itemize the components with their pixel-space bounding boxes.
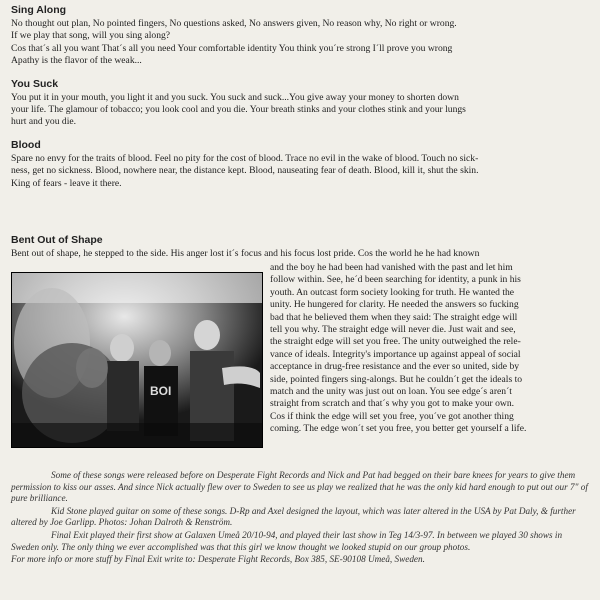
- song-title: Blood: [11, 138, 41, 151]
- lyric-line: the straight edge will set you free. The unity outweighed the rele-: [270, 336, 521, 348]
- lyric-line: Spare no envy for the traits of blood. Feel no pity for the cost of blood. Trace no evil in the wake of blood. Touch no sick-: [11, 152, 479, 164]
- lyric-line: Bent out of shape, he stepped to the side. His anger lost it´s focus and his focus lost pride. Cos the world he he had known: [11, 248, 480, 259]
- lyric-line: You put it in your mouth, you light it and you suck. You suck and suck...You give away your money to shorten down: [11, 91, 459, 103]
- lyrics-page: [11, 4, 593, 200]
- lyric-line: bad that he believed them when they said: The straight edge will: [270, 311, 518, 323]
- lyric-line: straight from scratch and that´s why you got to make your own.: [270, 398, 515, 410]
- song-blood: [11, 139, 593, 190]
- liner-notes-credits: [11, 470, 591, 567]
- lyric-line: tell you why. The straight edge will never die. Just wait and see,: [270, 324, 516, 336]
- song-title: You Suck: [11, 77, 59, 90]
- lyric-line: Cos that´s all you want That´s all you need Your comfortable identity You think you´re strong I´ll prove you wrong: [11, 42, 453, 54]
- song-title: Sing Along: [11, 4, 67, 16]
- lyric-line: acceptance in drug-free resistance and the ever so united, side by: [270, 361, 520, 373]
- lyric-line: vance of ideals. Integrity's importance up against appeal of social: [270, 348, 521, 360]
- shirt-lettering: BOI: [150, 384, 172, 398]
- contact-info: For more info or more stuff by Final Exit write to: Desperate Fight Records, Box 385, SE-90108 Umeå, Sweden.: [11, 554, 425, 565]
- lyric-line: your life. The glamour of tobacco; you look cool and you die. Your breath stinks and your clothes stink and your lungs: [11, 104, 466, 116]
- band-live-photo: [11, 272, 263, 448]
- song-sing-along: [11, 4, 593, 68]
- lyric-line: side, pointed fingers sing-alongs. But he couldn´t get the ideals to: [270, 373, 523, 385]
- song-title: Bent Out of Shape: [11, 234, 103, 246]
- lyric-line: Cos if think the edge will set you free, you´ve got another thing: [270, 410, 514, 422]
- lyric-line: match and the unity was just out on loan. You see edge´s aren´t: [270, 386, 512, 398]
- lyric-line: and the boy he had been had vanished with the past and let him: [270, 262, 513, 273]
- credits-paragraph: Some of these songs were released before on Desperate Fight Records and Nick and Pat had begged on their bare knees for years to give them permission to kiss our asses. And since Nick actually flew over to Sweden to see us play we realized that he was the only kid hard enough to put out our 7" of pure brilliance.: [11, 470, 588, 504]
- bent-out-of-shape-body: [270, 262, 588, 436]
- lyric-line: follow within. See, he´d been searching for identity, a punk in his: [270, 274, 521, 286]
- lyric-line: youth. An outcast form society looking for truth. He wanted the: [270, 286, 515, 298]
- credits-paragraph: Kid Stone played guitar on some of these songs. D-Rp and Axel designed the layout, which was later altered in the USA by Pat Daly, & further altered by Joe Garlipp. Photos: Johan Dalroth & Renström.: [11, 505, 576, 528]
- lyric-line: Apathy is the flavor of the weak...: [11, 55, 142, 67]
- song-you-suck: [11, 78, 593, 129]
- lyric-line: King of fears - leave it there.: [11, 177, 122, 189]
- credits-paragraph: Final Exit played their first show at Galaxen Umeå 20/10-94, and played their last show in Teg 14/3-97. In between we played 30 shows in Sweden only. The only thing we ever accomplished was that this girl we know thought we looked stupid on our group photos.: [11, 529, 563, 552]
- lyric-line: ness, get no sickness. Blood, nowhere near, the distance kept. Blood, nauseating fear of death. Blood, kill it, shut the skin.: [11, 165, 479, 177]
- lyric-line: coming. The edge won´t set you free, you better get yourself a life.: [270, 423, 527, 435]
- lyric-line: hurt and you die.: [11, 116, 77, 128]
- lyric-line: No thought out plan, No pointed fingers, No questions asked, No answers given, No reason why, No right or wrong.: [11, 18, 457, 29]
- lyric-line: unity. He hungered for clarity. He needed the answers so fucking: [270, 299, 519, 311]
- lyric-line: If we play that song, will you sing along?: [11, 30, 171, 42]
